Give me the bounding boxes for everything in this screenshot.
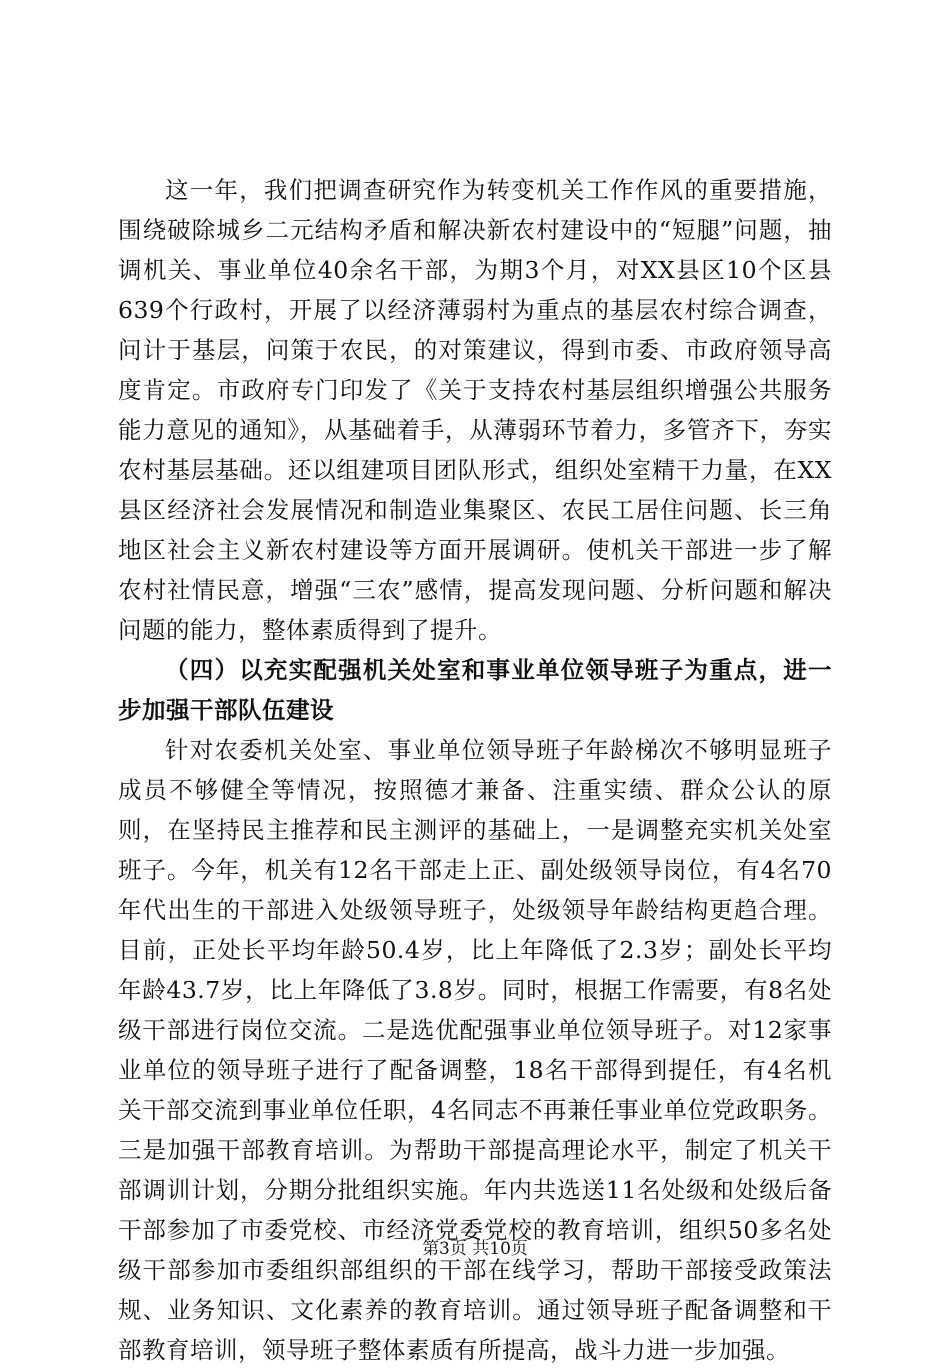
page-footer: 第3页 共10页 <box>422 1239 528 1259</box>
body-paragraph-cadre: 针对农委机关处室、事业单位领导班子年龄梯次不够明显班子成员不够健全等情况，按照德才兼备、注重实绩、群众公认的原则，在坚持民主推荐和民主测评的基础上，一是调整充实机关处室班子。今年，机关有12名干部走上正、副处级领导岗位，有4名70年代出生的干部进入处级领导班子，处级领导年龄结构更趋合理。目前，正处长平均年龄50.4岁，比上年降低了2.3岁；副处长平均年龄43.7岁，比上年降低了3.8岁。同时，根据工作需要，有8名处级干部进行岗位交流。二是选优配强事业单位领导班子。对12家事业单位的领导班子进行了配备调整，18名干部得到提任，有4名机关干部交流到事业单位任职，4名同志不再兼任事业单位党政职务。三是加强干部教育培训。为帮助干部提高理论水平，制定了机关干部调训计划，分期分批组织实施。年内共选送11名处级和处级后备干部参加了市委党校、市经济党委党校的教育培训，组织50多名处级干部参加市委组织部组织的干部在线学习，帮助干部接受政策法规、业务知识、文化素养的教育培训。通过领导班子配备调整和干部教育培训，领导班子整体素质有所提高，战斗力进一步加强。 <box>118 736 832 1364</box>
body-paragraph-research: 这一年，我们把调查研究作为转变机关工作作风的重要措施，围绕破除城乡二元结构矛盾和解决新农村建设中的“短腿”问题，抽调机关、事业单位40余名干部，为期3个月，对XX县区10个区县639个行政村，开展了以经济薄弱村为重点的基层农村综合调查，问计于基层，问策于农民，的对策建议，得到市委、市政府领导高度肯定。市政府专门印发了《关于支持农村基层组织增强公共服务能力意见的通知》，从基础着手，从薄弱环节着力，多管齐下，夯实农村基层基础。还以组建项目团队形式，组织处室精干力量，在XX县区经济社会发展情况和制造业集聚区、农民工居住问题、长三角地区社会主义新农村建设等方面开展调研。使机关干部进一步了解农村社情民意，增强“三农”感情，提高发现问题、分析问题和解决问题的能力，整体素质得到了提升。 <box>118 176 832 644</box>
document-body <box>118 170 832 1370</box>
section-heading-four: （四）以充实配强机关处室和事业单位领导班子为重点，进一步加强干部队伍建设 <box>118 656 832 724</box>
